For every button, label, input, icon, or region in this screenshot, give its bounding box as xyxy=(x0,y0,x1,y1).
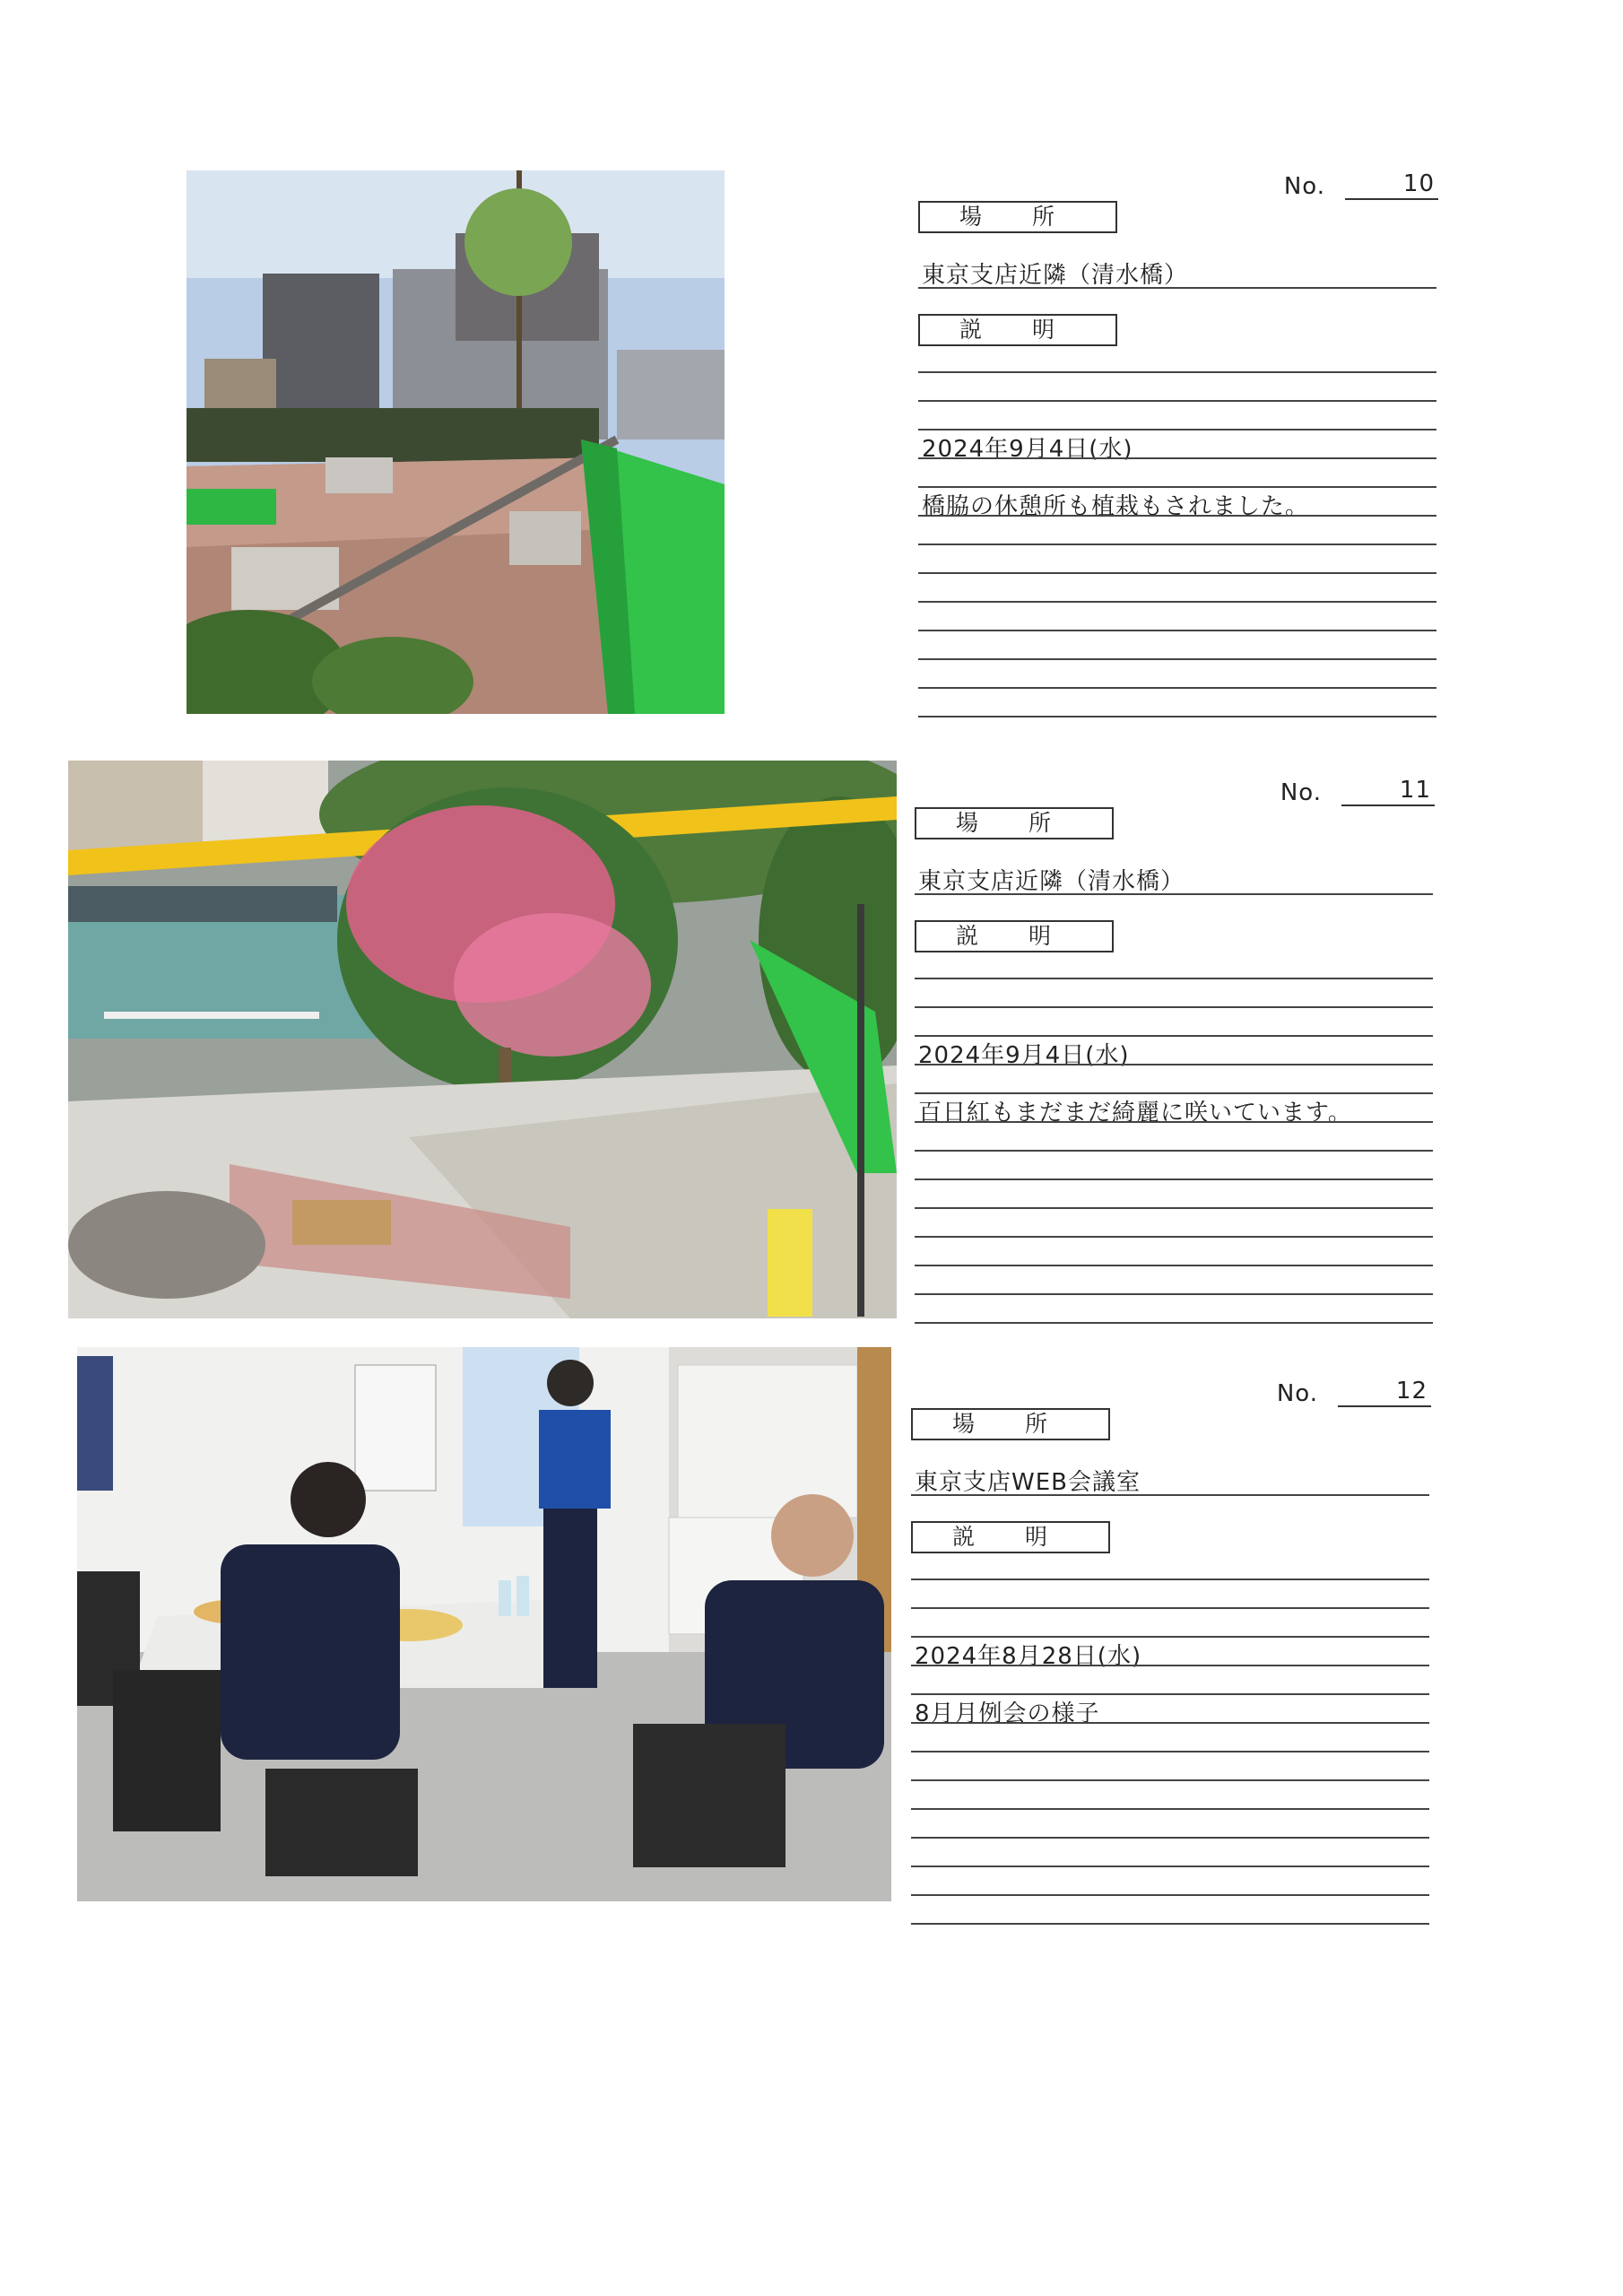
ruled-line xyxy=(911,1808,1429,1810)
location-underline xyxy=(911,1494,1429,1496)
location-underline xyxy=(918,287,1436,289)
record-number-value: 10 xyxy=(1345,170,1438,200)
ruled-line xyxy=(911,1578,1429,1580)
ruled-line xyxy=(911,1866,1429,1867)
ruled-line xyxy=(918,630,1436,631)
ruled-line xyxy=(918,371,1436,373)
ruled-line xyxy=(911,1837,1429,1839)
ruled-line xyxy=(918,716,1436,718)
photo-crepe-myrtle-riverside xyxy=(68,761,897,1318)
location-underline xyxy=(915,893,1433,895)
ruled-line xyxy=(911,1607,1429,1609)
location-value: 東京支店近隣（清水橋） xyxy=(918,868,1185,895)
ruled-line xyxy=(911,1779,1429,1781)
ruled-line xyxy=(911,1722,1429,1724)
ruled-line xyxy=(918,457,1436,459)
ruled-line xyxy=(911,1665,1429,1666)
description-label-box: 説 明 xyxy=(911,1521,1110,1553)
ruled-line xyxy=(915,1006,1433,1008)
record-number-value: 11 xyxy=(1341,777,1435,806)
ruled-line xyxy=(911,1923,1429,1925)
location-value: 東京支店WEB会議室 xyxy=(915,1469,1141,1496)
record-number xyxy=(1284,170,1438,200)
ruled-line xyxy=(915,1322,1433,1324)
record-number-label: No. xyxy=(1280,779,1322,806)
record-number-label: No. xyxy=(1283,173,1325,200)
ruled-line xyxy=(911,1894,1429,1896)
location-label-box: 場 所 xyxy=(915,807,1114,839)
record-form-10 xyxy=(918,170,1438,726)
description-label-box: 説 明 xyxy=(915,920,1114,952)
location-label-box: 場 所 xyxy=(918,201,1117,233)
description-value: 8月月例会の様子 xyxy=(915,1700,1100,1727)
ruled-line xyxy=(915,1236,1433,1238)
ruled-line xyxy=(918,687,1436,689)
description-value: 橋脇の休憩所も植栽もされました。 xyxy=(922,493,1310,520)
photo-web-meeting-room xyxy=(77,1347,891,1901)
ruled-line xyxy=(918,515,1436,517)
record-number xyxy=(1277,1378,1431,1407)
description-value: 百日紅もまだまだ綺麗に咲いています。 xyxy=(918,1100,1352,1126)
ruled-line xyxy=(915,1178,1433,1180)
ruled-line xyxy=(915,978,1433,979)
ruled-line xyxy=(918,572,1436,574)
date-value: 2024年9月4日(水) xyxy=(922,436,1133,463)
record-form-12 xyxy=(911,1378,1431,1934)
ruled-line xyxy=(915,1150,1433,1152)
location-label-box: 場 所 xyxy=(911,1408,1110,1440)
ruled-line xyxy=(918,544,1436,545)
date-value: 2024年9月4日(水) xyxy=(918,1042,1130,1069)
record-number xyxy=(1280,777,1435,806)
ruled-line xyxy=(915,1293,1433,1295)
ruled-line xyxy=(915,1207,1433,1209)
description-label-box: 説 明 xyxy=(918,314,1117,346)
ruled-line xyxy=(915,1265,1433,1266)
date-value: 2024年8月28日(水) xyxy=(915,1643,1142,1670)
ruled-line xyxy=(918,658,1436,660)
ruled-line xyxy=(915,1064,1433,1065)
ruled-line xyxy=(918,601,1436,603)
record-form-11 xyxy=(915,777,1435,1333)
record-number-label: No. xyxy=(1276,1380,1318,1407)
record-number-value: 12 xyxy=(1338,1378,1431,1407)
ruled-line xyxy=(918,400,1436,402)
photo-bridge-rest-area xyxy=(187,170,725,714)
ruled-line xyxy=(915,1121,1433,1123)
location-value: 東京支店近隣（清水橋） xyxy=(922,262,1189,289)
ruled-line xyxy=(911,1751,1429,1752)
